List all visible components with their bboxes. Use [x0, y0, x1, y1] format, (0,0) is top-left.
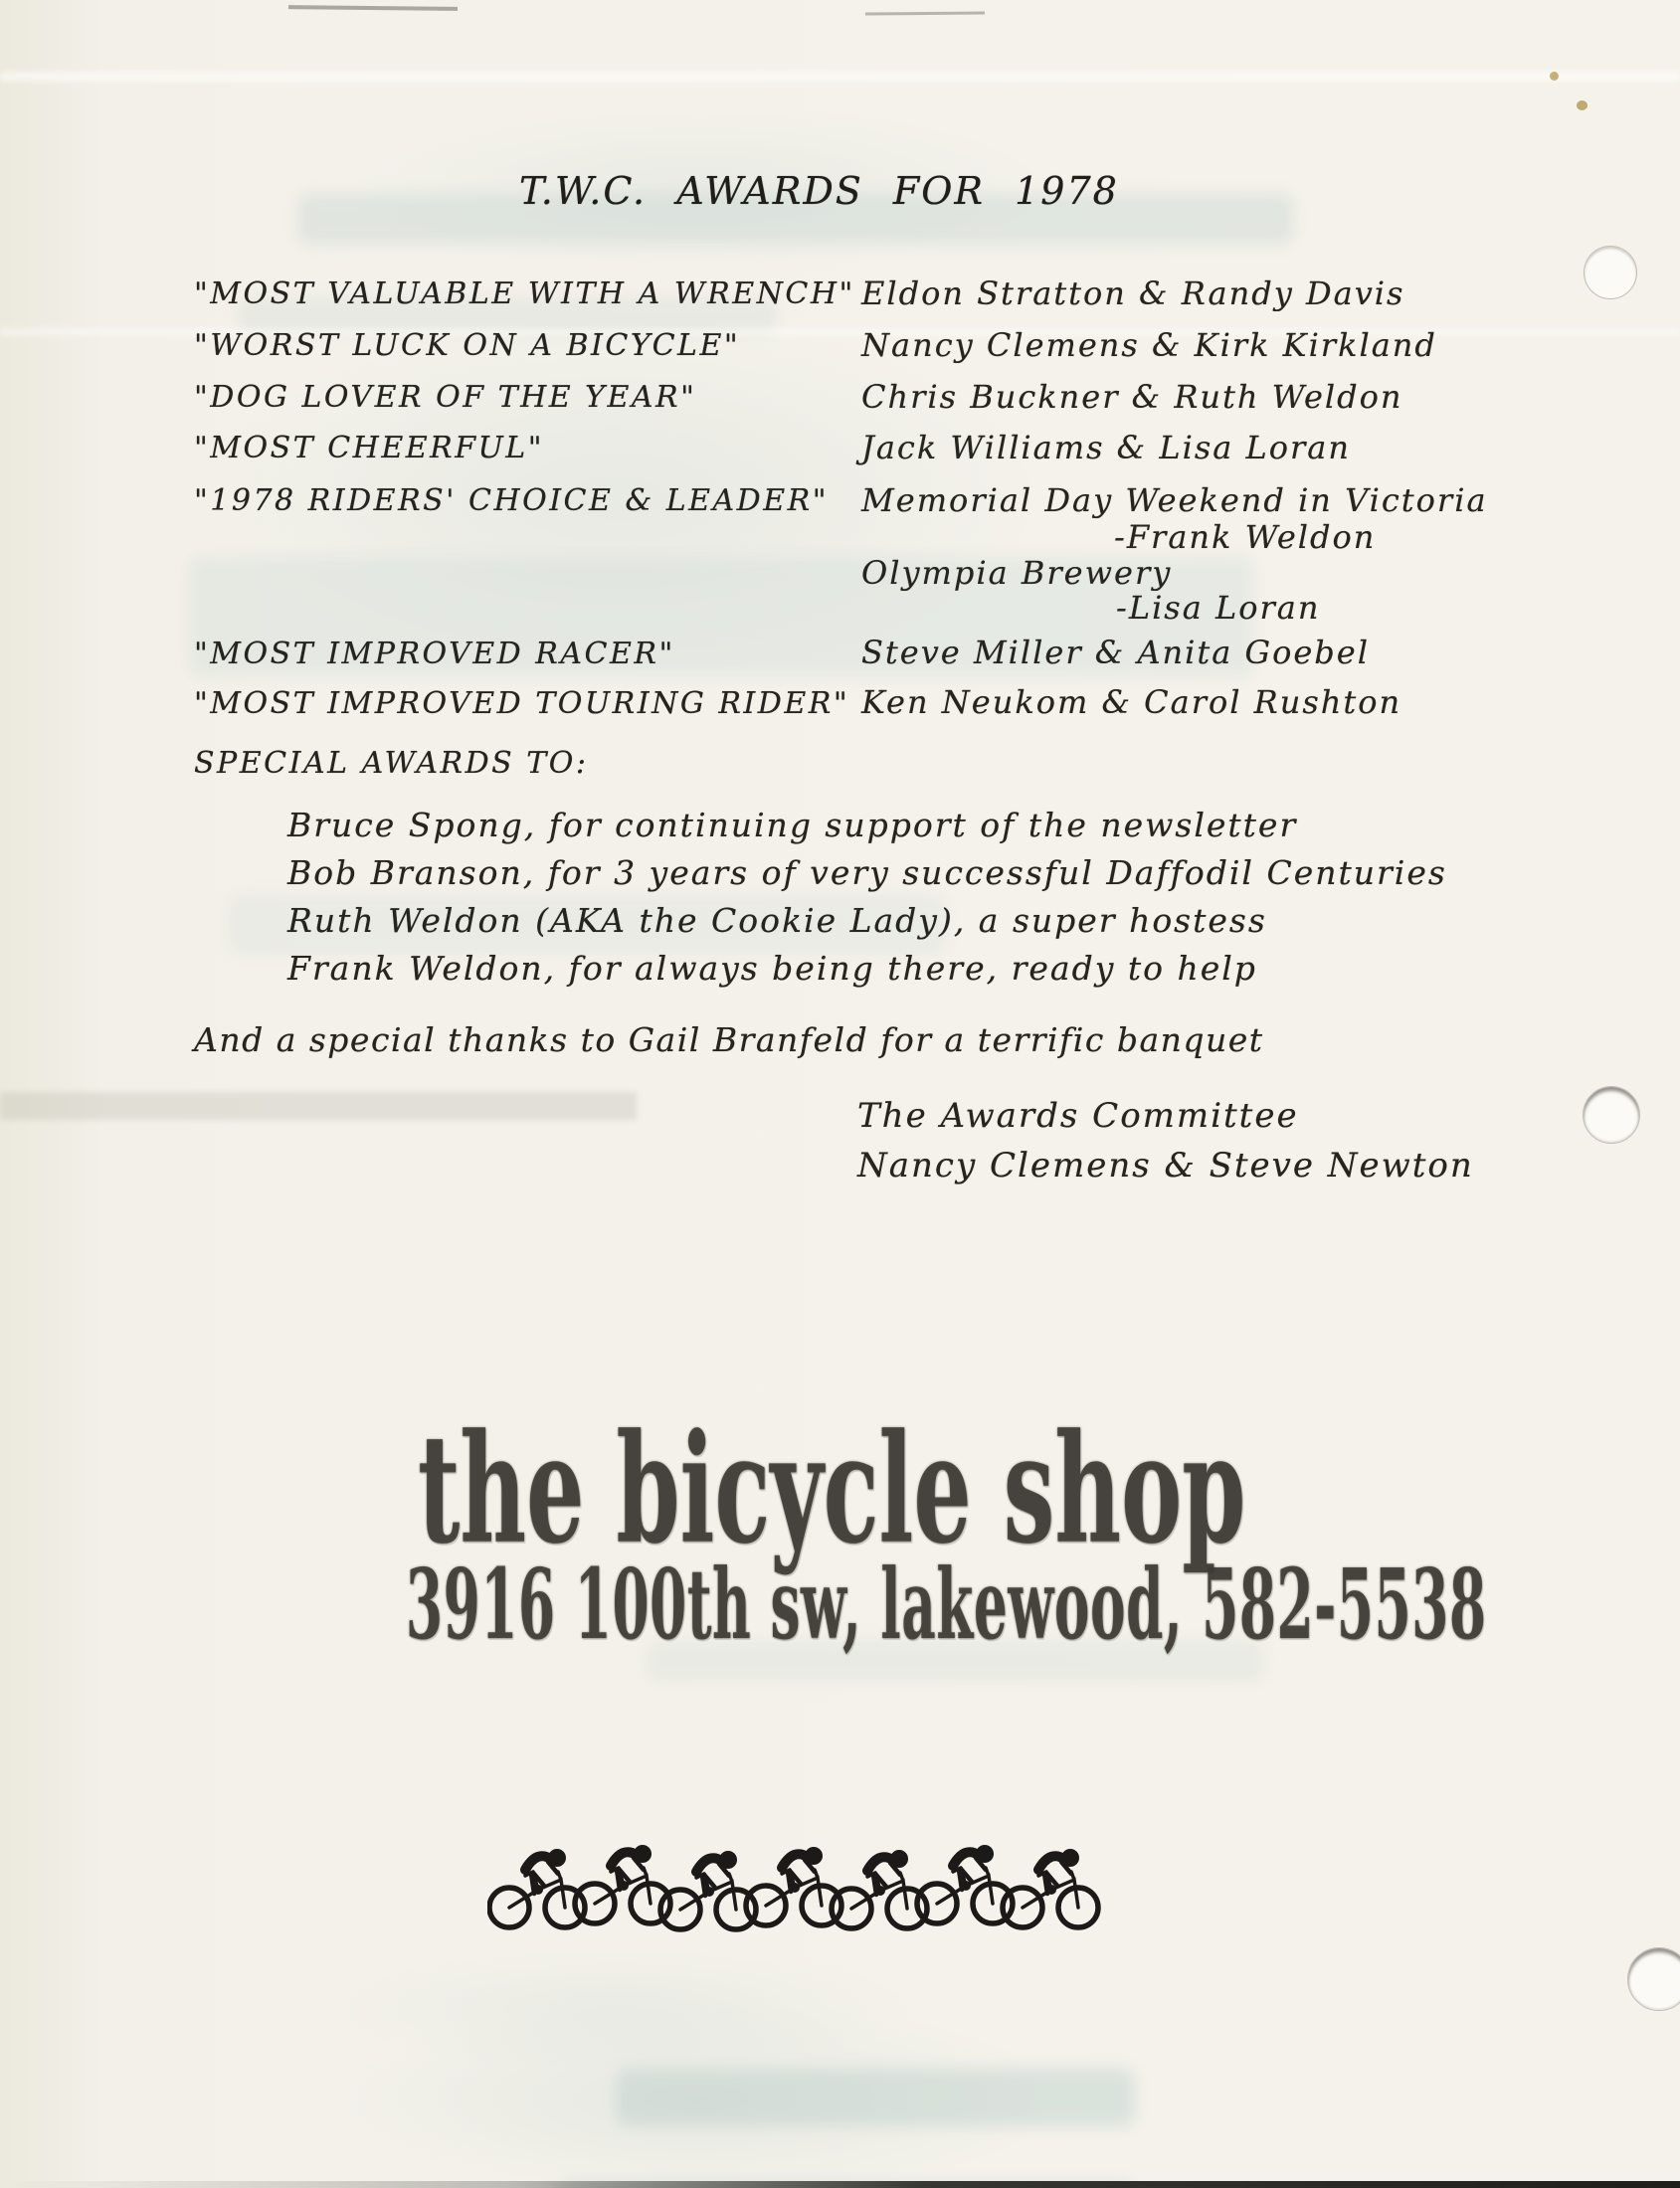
- special-award-item: Frank Weldon, for always being there, ready to help: [287, 949, 1257, 988]
- paper-crease: [0, 1092, 637, 1120]
- award-category: "WORST LUCK ON A BICYCLE": [194, 328, 741, 363]
- scanner-edge-mark: [865, 11, 985, 15]
- scanner-edge-mark: [288, 5, 458, 11]
- award-recipient: Memorial Day Weekend in Victoria: [861, 481, 1488, 519]
- award-category: "DOG LOVER OF THE YEAR": [194, 380, 697, 415]
- page-title: T.W.C. AWARDS FOR 1978: [519, 169, 1119, 213]
- award-category: "MOST CHEERFUL": [194, 431, 545, 465]
- stamp-shop-name: the bicycle shop: [418, 1400, 1246, 1577]
- cyclists-illustration: [487, 1812, 1114, 1951]
- award-attribution: -Frank Weldon: [1114, 518, 1377, 556]
- award-recipient: Olympia Brewery: [861, 554, 1173, 592]
- special-awards-heading: SPECIAL AWARDS TO:: [194, 746, 589, 781]
- stamp-address: 3916 100th sw, lakewood, 582-5538: [406, 1548, 1487, 1661]
- award-attribution: -Lisa Loran: [1116, 589, 1321, 627]
- award-recipient: Nancy Clemens & Kirk Kirkland: [861, 326, 1437, 364]
- paper-crease: [0, 72, 1680, 82]
- award-recipient: Chris Buckner & Ruth Weldon: [861, 378, 1403, 416]
- award-recipient: Steve Miller & Anita Goebel: [861, 634, 1370, 671]
- special-award-item: Ruth Weldon (AKA the Cookie Lady), a super hostess: [287, 901, 1267, 940]
- punch-hole: [1627, 1947, 1680, 2011]
- bleed-through-mark: [617, 2069, 1134, 2126]
- award-category: "1978 RIDERS' CHOICE & LEADER": [194, 483, 830, 518]
- award-category: "MOST IMPROVED TOURING RIDER": [194, 686, 850, 721]
- special-award-item: Bob Branson, for 3 years of very successful Daffodil Centuries: [287, 853, 1447, 892]
- punch-hole: [1584, 246, 1637, 299]
- award-recipient: Ken Neukom & Carol Rushton: [861, 683, 1402, 721]
- award-recipient: Eldon Stratton & Randy Davis: [861, 274, 1405, 312]
- award-category: "MOST VALUABLE WITH A WRENCH": [194, 276, 855, 311]
- award-category: "MOST IMPROVED RACER": [194, 637, 675, 671]
- thanks-note: And a special thanks to Gail Branfeld for a terrific banquet: [194, 1020, 1264, 1059]
- paper-speck: [1577, 100, 1587, 110]
- paper-speck: [1550, 72, 1559, 81]
- award-recipient: Jack Williams & Lisa Loran: [861, 429, 1351, 466]
- scanner-edge: [0, 2181, 1680, 2188]
- special-award-item: Bruce Spong, for continuing support of the newsletter: [287, 806, 1298, 844]
- punch-hole: [1583, 1086, 1640, 1144]
- committee-signature-line1: The Awards Committee: [857, 1096, 1299, 1136]
- committee-signature-line2: Nancy Clemens & Steve Newton: [857, 1146, 1474, 1185]
